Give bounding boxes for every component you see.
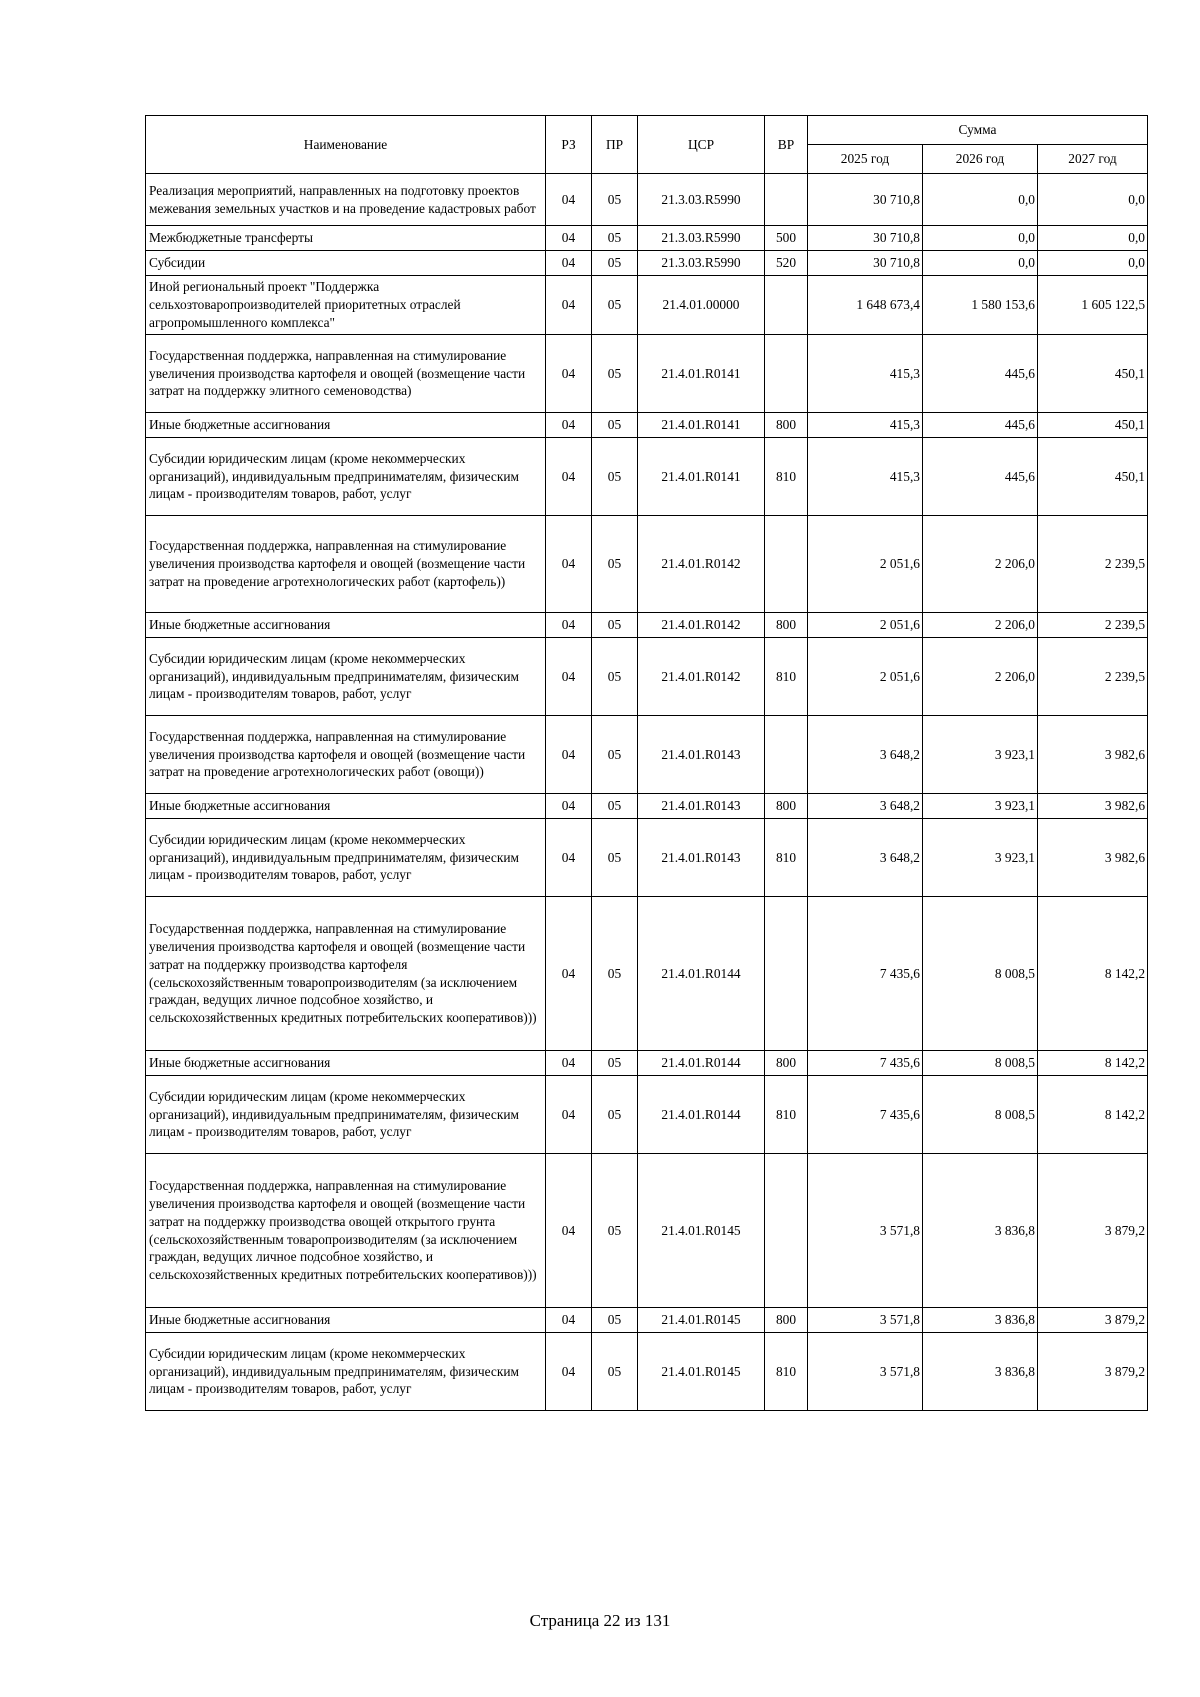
cell-sum-2026: 8 008,5	[923, 1051, 1038, 1076]
cell-name: Субсидии юридическим лицам (кроме некоммерческих организаций), индивидуальным предпринимателям, физическим лицам - производителям товаров, работ, услуг	[146, 1076, 546, 1154]
cell-pr: 05	[592, 1051, 638, 1076]
cell-sum-2026: 8 008,5	[923, 1076, 1038, 1154]
cell-sum-2025: 2 051,6	[808, 613, 923, 638]
cell-sum-2025: 2 051,6	[808, 638, 923, 716]
header-year-2026: 2026 год	[923, 145, 1038, 174]
cell-rz: 04	[546, 819, 592, 897]
cell-sum-2026: 3 836,8	[923, 1308, 1038, 1333]
cell-rz: 04	[546, 897, 592, 1051]
cell-csr: 21.4.01.R0142	[638, 613, 765, 638]
cell-name: Субсидии юридическим лицам (кроме некоммерческих организаций), индивидуальным предпринимателям, физическим лицам - производителям товаров, работ, услуг	[146, 638, 546, 716]
cell-pr: 05	[592, 613, 638, 638]
cell-sum-2027: 450,1	[1038, 335, 1148, 413]
cell-rz: 04	[546, 174, 592, 226]
cell-sum-2027: 0,0	[1038, 174, 1148, 226]
cell-sum-2026: 0,0	[923, 174, 1038, 226]
cell-rz: 04	[546, 251, 592, 276]
cell-sum-2027: 1 605 122,5	[1038, 276, 1148, 335]
cell-sum-2026: 1 580 153,6	[923, 276, 1038, 335]
header-csr: ЦСР	[638, 116, 765, 174]
cell-csr: 21.4.01.R0143	[638, 716, 765, 794]
cell-vr: 800	[765, 1308, 808, 1333]
cell-pr: 05	[592, 716, 638, 794]
cell-sum-2027: 3 982,6	[1038, 716, 1148, 794]
cell-name: Реализация мероприятий, направленных на подготовку проектов межевания земельных участков и на проведение кадастровых работ	[146, 174, 546, 226]
cell-name: Иные бюджетные ассигнования	[146, 413, 546, 438]
cell-sum-2026: 445,6	[923, 413, 1038, 438]
cell-name: Субсидии юридическим лицам (кроме некоммерческих организаций), индивидуальным предпринимателям, физическим лицам - производителям товаров, работ, услуг	[146, 1333, 546, 1411]
cell-rz: 04	[546, 1333, 592, 1411]
cell-sum-2025: 2 051,6	[808, 516, 923, 613]
table-row	[146, 516, 1148, 613]
cell-pr: 05	[592, 638, 638, 716]
cell-name: Государственная поддержка, направленная на стимулирование увеличения производства картофеля и овощей (возмещение части затрат на поддержку производства овощей открытого грунта (сельскохозяйственным товаропроизводителям (за исключением граждан, ведущих личное подсобное хозяйство, и сельскохозяйственных кредитных потребительских кооперативов)))	[146, 1154, 546, 1308]
cell-sum-2027: 0,0	[1038, 251, 1148, 276]
cell-name: Субсидии юридическим лицам (кроме некоммерческих организаций), индивидуальным предпринимателям, физическим лицам - производителям товаров, работ, услуг	[146, 438, 546, 516]
cell-csr: 21.4.01.R0144	[638, 1051, 765, 1076]
cell-pr: 05	[592, 1154, 638, 1308]
cell-sum-2026: 445,6	[923, 335, 1038, 413]
cell-sum-2025: 3 571,8	[808, 1308, 923, 1333]
cell-name: Иные бюджетные ассигнования	[146, 1051, 546, 1076]
cell-sum-2027: 2 239,5	[1038, 613, 1148, 638]
cell-csr: 21.3.03.R5990	[638, 174, 765, 226]
cell-csr: 21.3.03.R5990	[638, 251, 765, 276]
cell-csr: 21.4.01.R0144	[638, 1076, 765, 1154]
table-row	[146, 794, 1148, 819]
cell-sum-2025: 3 648,2	[808, 716, 923, 794]
cell-pr: 05	[592, 1308, 638, 1333]
cell-vr: 810	[765, 1076, 808, 1154]
table-row	[146, 413, 1148, 438]
table-row	[146, 226, 1148, 251]
table-row	[146, 897, 1148, 1051]
cell-name: Иные бюджетные ассигнования	[146, 613, 546, 638]
cell-rz: 04	[546, 716, 592, 794]
cell-pr: 05	[592, 335, 638, 413]
budget-table	[145, 115, 1148, 1411]
table-row	[146, 438, 1148, 516]
cell-sum-2025: 415,3	[808, 438, 923, 516]
cell-vr: 800	[765, 794, 808, 819]
cell-rz: 04	[546, 613, 592, 638]
cell-sum-2026: 2 206,0	[923, 516, 1038, 613]
cell-name: Межбюджетные трансферты	[146, 226, 546, 251]
cell-name: Государственная поддержка, направленная на стимулирование увеличения производства картофеля и овощей (возмещение части затрат на проведение агротехнологических работ (овощи))	[146, 716, 546, 794]
cell-vr	[765, 516, 808, 613]
table-row	[146, 1154, 1148, 1308]
cell-vr	[765, 335, 808, 413]
cell-pr: 05	[592, 276, 638, 335]
cell-sum-2026: 2 206,0	[923, 638, 1038, 716]
cell-sum-2026: 445,6	[923, 438, 1038, 516]
cell-csr: 21.4.01.R0142	[638, 638, 765, 716]
cell-csr: 21.4.01.R0144	[638, 897, 765, 1051]
cell-sum-2027: 8 142,2	[1038, 1076, 1148, 1154]
cell-sum-2026: 0,0	[923, 251, 1038, 276]
cell-rz: 04	[546, 794, 592, 819]
table-row	[146, 1333, 1148, 1411]
cell-rz: 04	[546, 1308, 592, 1333]
cell-sum-2025: 1 648 673,4	[808, 276, 923, 335]
cell-pr: 05	[592, 226, 638, 251]
cell-rz: 04	[546, 1154, 592, 1308]
cell-pr: 05	[592, 438, 638, 516]
header-vr: ВР	[765, 116, 808, 174]
cell-sum-2025: 415,3	[808, 413, 923, 438]
table-row	[146, 613, 1148, 638]
cell-vr	[765, 897, 808, 1051]
header-year-2025: 2025 год	[808, 145, 923, 174]
cell-sum-2027: 3 879,2	[1038, 1333, 1148, 1411]
cell-vr	[765, 1154, 808, 1308]
cell-vr	[765, 174, 808, 226]
cell-sum-2025: 7 435,6	[808, 1051, 923, 1076]
cell-csr: 21.4.01.R0143	[638, 819, 765, 897]
cell-name: Субсидии	[146, 251, 546, 276]
cell-pr: 05	[592, 413, 638, 438]
cell-sum-2026: 3 836,8	[923, 1333, 1038, 1411]
cell-csr: 21.4.01.R0145	[638, 1333, 765, 1411]
cell-sum-2026: 3 836,8	[923, 1154, 1038, 1308]
table-row	[146, 1308, 1148, 1333]
table-body	[146, 174, 1148, 1411]
header-pr: ПР	[592, 116, 638, 174]
page-number: Страница 22 из 131	[529, 1611, 671, 1630]
table-row	[146, 251, 1148, 276]
cell-vr	[765, 716, 808, 794]
cell-sum-2027: 450,1	[1038, 438, 1148, 516]
header-name: Наименование	[146, 116, 546, 174]
table-row	[146, 335, 1148, 413]
cell-pr: 05	[592, 1333, 638, 1411]
cell-rz: 04	[546, 335, 592, 413]
cell-sum-2025: 7 435,6	[808, 1076, 923, 1154]
table-row	[146, 638, 1148, 716]
cell-sum-2025: 3 648,2	[808, 819, 923, 897]
cell-pr: 05	[592, 174, 638, 226]
cell-sum-2026: 3 923,1	[923, 794, 1038, 819]
cell-sum-2025: 415,3	[808, 335, 923, 413]
cell-pr: 05	[592, 819, 638, 897]
cell-sum-2025: 7 435,6	[808, 897, 923, 1051]
header-sum: Сумма	[808, 116, 1148, 145]
cell-sum-2025: 3 571,8	[808, 1154, 923, 1308]
cell-csr: 21.3.03.R5990	[638, 226, 765, 251]
cell-csr: 21.4.01.R0143	[638, 794, 765, 819]
cell-csr: 21.4.01.R0141	[638, 438, 765, 516]
cell-name: Субсидии юридическим лицам (кроме некоммерческих организаций), индивидуальным предпринимателям, физическим лицам - производителям товаров, работ, услуг	[146, 819, 546, 897]
cell-vr: 800	[765, 613, 808, 638]
cell-rz: 04	[546, 276, 592, 335]
cell-sum-2026: 8 008,5	[923, 897, 1038, 1051]
cell-sum-2027: 8 142,2	[1038, 897, 1148, 1051]
cell-vr: 500	[765, 226, 808, 251]
cell-sum-2027: 8 142,2	[1038, 1051, 1148, 1076]
cell-sum-2025: 3 571,8	[808, 1333, 923, 1411]
header-row	[146, 116, 1148, 145]
cell-rz: 04	[546, 1076, 592, 1154]
cell-rz: 04	[546, 638, 592, 716]
cell-sum-2027: 2 239,5	[1038, 638, 1148, 716]
cell-sum-2027: 3 982,6	[1038, 794, 1148, 819]
cell-sum-2025: 30 710,8	[808, 174, 923, 226]
cell-vr: 810	[765, 819, 808, 897]
cell-sum-2027: 0,0	[1038, 226, 1148, 251]
cell-sum-2027: 3 982,6	[1038, 819, 1148, 897]
cell-pr: 05	[592, 794, 638, 819]
cell-name: Иные бюджетные ассигнования	[146, 794, 546, 819]
cell-sum-2025: 3 648,2	[808, 794, 923, 819]
cell-csr: 21.4.01.R0145	[638, 1308, 765, 1333]
cell-sum-2027: 2 239,5	[1038, 516, 1148, 613]
cell-sum-2027: 3 879,2	[1038, 1308, 1148, 1333]
header-year-2027: 2027 год	[1038, 145, 1148, 174]
cell-csr: 21.4.01.R0145	[638, 1154, 765, 1308]
cell-vr: 810	[765, 638, 808, 716]
cell-sum-2026: 2 206,0	[923, 613, 1038, 638]
cell-rz: 04	[546, 1051, 592, 1076]
cell-csr: 21.4.01.R0142	[638, 516, 765, 613]
cell-pr: 05	[592, 897, 638, 1051]
table-row	[146, 1076, 1148, 1154]
cell-csr: 21.4.01.00000	[638, 276, 765, 335]
cell-rz: 04	[546, 438, 592, 516]
cell-vr: 520	[765, 251, 808, 276]
table-row	[146, 819, 1148, 897]
cell-name: Государственная поддержка, направленная на стимулирование увеличения производства картофеля и овощей (возмещение части затрат на поддержку элитного семеноводства)	[146, 335, 546, 413]
table-row	[146, 276, 1148, 335]
cell-sum-2026: 3 923,1	[923, 819, 1038, 897]
cell-sum-2027: 450,1	[1038, 413, 1148, 438]
cell-sum-2025: 30 710,8	[808, 251, 923, 276]
cell-vr	[765, 276, 808, 335]
cell-sum-2025: 30 710,8	[808, 226, 923, 251]
cell-name: Иной региональный проект "Поддержка сельхозтоваропроизводителей приоритетных отраслей агропромышленного комплекса"	[146, 276, 546, 335]
cell-vr: 800	[765, 413, 808, 438]
cell-name: Иные бюджетные ассигнования	[146, 1308, 546, 1333]
cell-name: Государственная поддержка, направленная на стимулирование увеличения производства картофеля и овощей (возмещение части затрат на проведение агротехнологических работ (картофель))	[146, 516, 546, 613]
cell-name: Государственная поддержка, направленная на стимулирование увеличения производства картофеля и овощей (возмещение части затрат на поддержку производства картофеля (сельскохозяйственным товаропроизводителям (за исключением граждан, ведущих личное подсобное хозяйство, и сельскохозяйственных кредитных потребительских кооперативов)))	[146, 897, 546, 1051]
cell-vr: 800	[765, 1051, 808, 1076]
cell-csr: 21.4.01.R0141	[638, 335, 765, 413]
table-row	[146, 174, 1148, 226]
cell-sum-2027: 3 879,2	[1038, 1154, 1148, 1308]
cell-pr: 05	[592, 516, 638, 613]
cell-rz: 04	[546, 516, 592, 613]
header-rz: РЗ	[546, 116, 592, 174]
cell-pr: 05	[592, 251, 638, 276]
cell-vr: 810	[765, 1333, 808, 1411]
table-row	[146, 1051, 1148, 1076]
cell-vr: 810	[765, 438, 808, 516]
table-row	[146, 716, 1148, 794]
cell-csr: 21.4.01.R0141	[638, 413, 765, 438]
cell-sum-2026: 3 923,1	[923, 716, 1038, 794]
cell-pr: 05	[592, 1076, 638, 1154]
cell-sum-2026: 0,0	[923, 226, 1038, 251]
cell-rz: 04	[546, 413, 592, 438]
cell-rz: 04	[546, 226, 592, 251]
